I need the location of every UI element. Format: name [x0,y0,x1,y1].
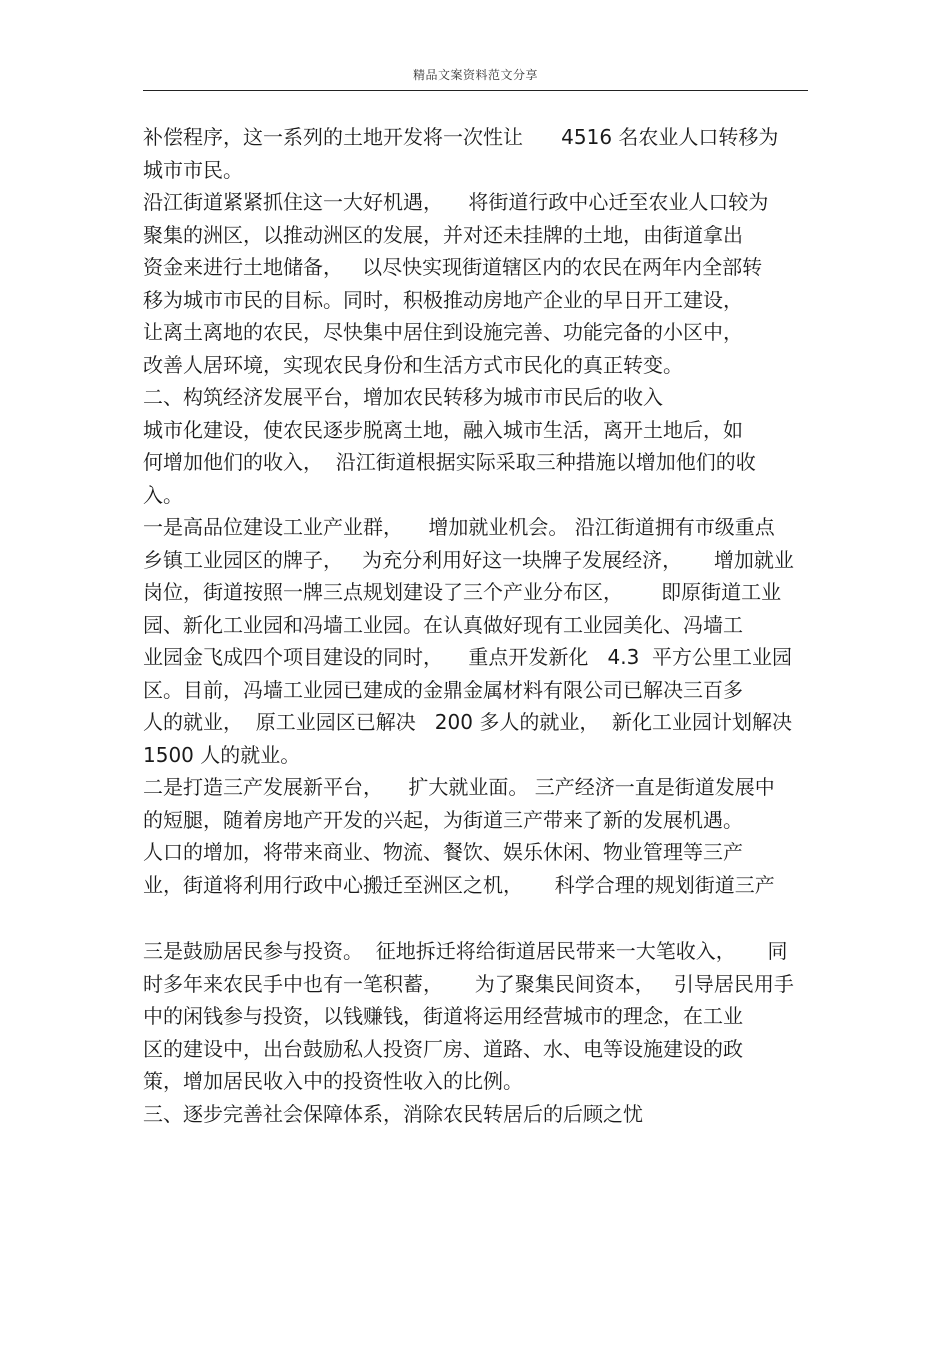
header-divider [143,90,808,91]
text-line: 人的就业， 原工业园区已解决 200 多人的就业， 新化工业园计划解决 [143,710,793,734]
text-line: 移为城市市民的目标。同时，积极推动房地产企业的早日开工建设， [143,287,743,312]
text-line: 三是鼓励居民参与投资。 征地拆迁将给街道居民带来一大笔收入， 同 [143,939,788,963]
text-line: 乡镇工业园区的牌子， 为充分利用好这一块牌子发展经济， 增加就业 [143,547,794,572]
text-line: 人口的增加，将带来商业、物流、餐饮、娱乐休闲、物业管理等三产 [143,840,743,864]
text-line: 中的闲钱参与投资，以钱赚钱，街道将运用经营城市的理念，在工业 [143,1004,743,1028]
text-line: 城市市民。 [143,157,243,182]
text-line: 城市化建设，使农民逐步脱离土地，融入城市生活，离开土地后，如 [143,417,743,442]
text-line: 入。 [143,482,183,507]
text-line: 岗位，街道按照一牌三点规划建设了三个产业分布区， 即原街道工业 [143,580,782,604]
text-line: 的短腿，随着房地产开发的兴起，为街道三产带来了新的发展机遇。 [143,807,743,832]
text-line: 聚集的洲区，以推动洲区的发展，并对还未挂牌的土地，由街道拿出 [143,222,743,247]
text-line: 业，街道将利用行政中心搬迁至洲区之机， 科学合理的规划街道三产 [143,872,775,897]
text-line: 三、逐步完善社会保障体系，消除农民转居后的后顾之忧 [143,1101,643,1126]
text-line: 何增加他们的收入， 沿江街道根据实际采取三种措施以增加他们的收 [143,450,756,474]
text-line: 1500 人的就业。 [143,742,301,767]
text-line: 沿江街道紧紧抓住这一大好机遇， 将街道行政中心迁至农业人口较为 [143,190,769,214]
text-line: 园、新化工业园和冯墙工业园。在认真做好现有工业园美化、冯墙工 [143,612,743,637]
text-line: 业园金飞成四个项目建设的同时， 重点开发新化 4.3 平方公里工业园 [143,645,793,669]
text-line: 策，增加居民收入中的投资性收入的比例。 [143,1069,523,1093]
text-line: 让离土离地的农民，尽快集中居住到设施完善、功能完备的小区中， [143,320,743,344]
text-line: 二是打造三产发展新平台， 扩大就业面。 三产经济一直是街道发展中 [143,775,775,799]
document-body [143,121,808,1130]
section-gap [143,901,808,935]
text-line: 区。目前，冯墙工业园已建成的金鼎金属材料有限公司已解决三百多 [143,677,743,702]
text-line: 资金来进行土地储备， 以尽快实现街道辖区内的农民在两年内全部转 [143,255,763,279]
text-line: 二、构筑经济发展平台，增加农民转移为城市市民后的收入 [143,385,663,409]
text-line: 时多年来农民手中也有一笔积蓄， 为了聚集民间资本， 引导居民用手 [143,971,794,996]
page-header: 精品文案资料范文分享 [412,68,538,82]
text-line: 一是高品位建设工业产业群， 增加就业机会。 沿江街道拥有市级重点 [143,515,775,539]
text-block-lower [143,935,808,1130]
text-line: 区的建设中，出台鼓励私人投资厂房、道路、水、电等设施建设的政 [143,1036,743,1061]
text-block-upper [143,121,808,901]
text-line: 改善人居环境，实现农民身份和生活方式市民化的真正转变。 [143,352,683,377]
text-line: 补偿程序，这一系列的土地开发将一次性让 4516 名农业人口转移为 [143,125,779,149]
